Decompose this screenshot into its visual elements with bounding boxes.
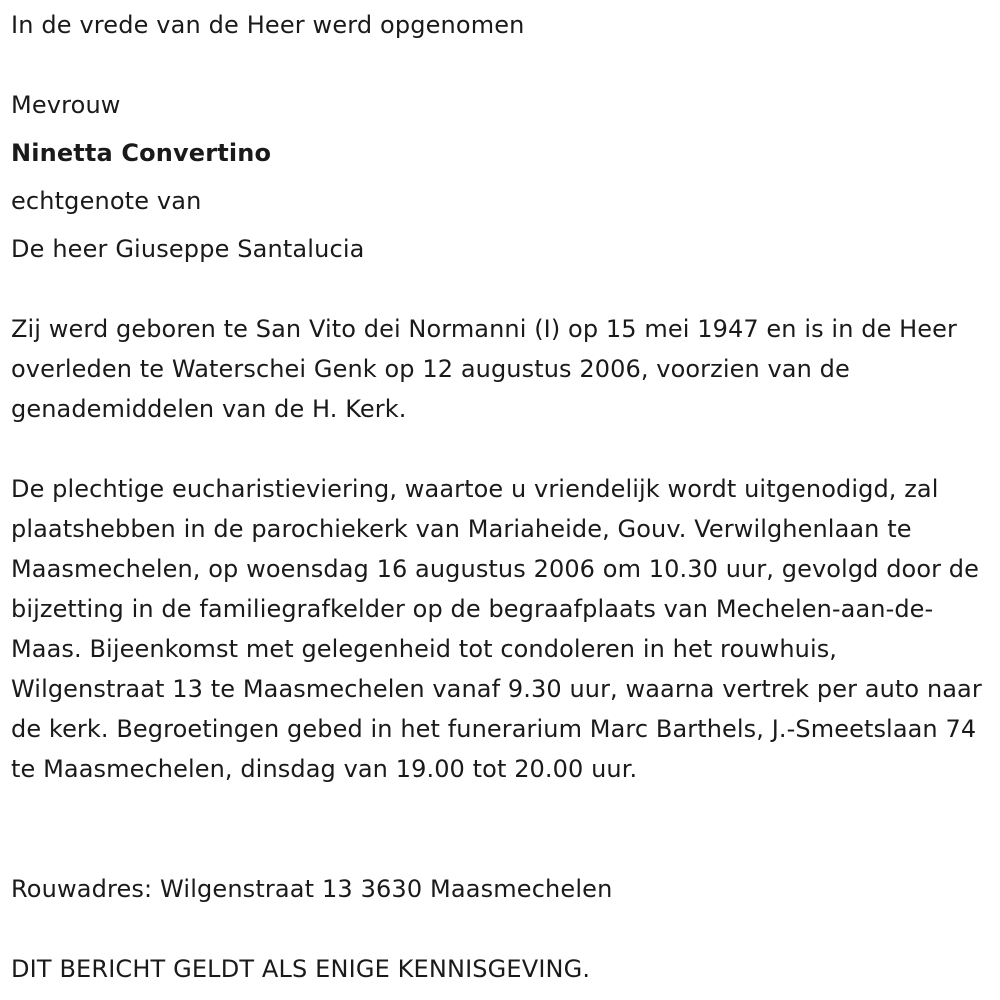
intro-line: In de vrede van de Heer werd opgenomen <box>11 11 525 39</box>
deceased-name: Ninetta Convertino <box>11 139 272 167</box>
closing-line: DIT BERICHT GELDT ALS ENIGE KENNISGEVING. <box>11 955 591 983</box>
spouse-name: De heer Giuseppe Santalucia <box>11 235 365 263</box>
ceremony-paragraph: De plechtige eucharistieviering, waartoe u vriendelijk wordt uitgenodigd, zal plaatshebben in de parochiekerk van Mariaheide, Gouv. Verwilghenlaan te Maasmechelen, op woensdag 16 augustus 2006 om 10.30 uur, gevolgd door de bijzetting in de familiegrafkelder op de begraafplaats van Mechelen-aan-de-Maas. Bijeenkomst met gelegenheid tot condoleren in het rouwhuis, Wilgenstraat 13 te Maasmechelen vanaf 9.30 uur, waarna vertrek per auto naar de kerk. Begroetingen gebed in het funerarium Marc Barthels, J.-Smeetslaan 74 te Maasmechelen, dinsdag van 19.00 tot 20.00 uur. <box>11 475 982 783</box>
relation-line: echtgenote van <box>11 187 202 215</box>
birth-death-paragraph: Zij werd geboren te San Vito dei Normanni (I) op 15 mei 1947 en is in de Heer overleden te Waterschei Genk op 12 augustus 2006, voorzien van de genademiddelen van de H. Kerk. <box>11 315 958 423</box>
salutation: Mevrouw <box>11 91 121 119</box>
mourning-address: Rouwadres: Wilgenstraat 13 3630 Maasmechelen <box>11 875 613 903</box>
